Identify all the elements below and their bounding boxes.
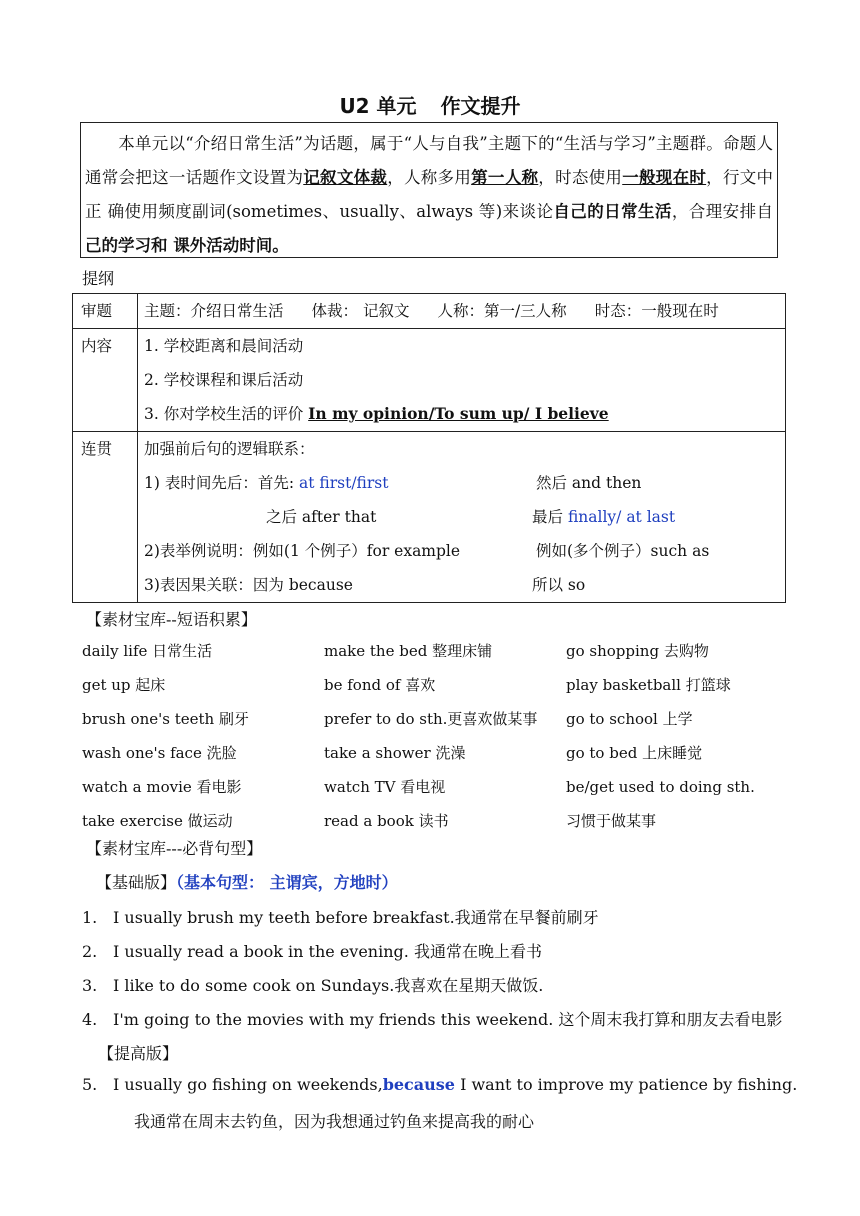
sentence-text: I like to do some cook on Sundays.我喜欢在星期天做饭. — [113, 976, 544, 995]
sentence-item — [82, 1007, 782, 1030]
phrase-item: 习惯于做某事 — [566, 812, 657, 830]
intro-text: ，时态使用 — [538, 168, 623, 187]
content-line-text: 3. 你对学校生活的评价 — [144, 405, 304, 423]
phrase-item: make the bed 整理床铺 — [324, 642, 493, 660]
table-row — [73, 432, 786, 603]
outline-label: 提纲 — [82, 269, 115, 288]
phrase-item: play basketball 打篮球 — [566, 676, 731, 694]
intro-box — [80, 122, 778, 258]
sentence-number: 4. — [82, 1010, 98, 1029]
table-row — [73, 329, 786, 432]
review-cell — [138, 294, 786, 329]
coherence-blue: at first/first — [299, 474, 389, 492]
intro-text: ，行文中正 确使用频度副词(sometimes、usually、always 等)来谈论 — [85, 168, 774, 221]
coherence-blue: finally/ at last — [567, 508, 676, 526]
phrase-item: daily life 日常生活 — [82, 642, 213, 660]
row-head — [73, 329, 138, 432]
sentence-text: I usually go fishing on weekends, — [113, 1075, 383, 1094]
phrase-item: prefer to do sth.更喜欢做某事 — [324, 710, 538, 728]
phrase-row — [82, 702, 782, 736]
intro-emphasis: 一般现在时 — [622, 168, 707, 187]
row-head-label: 内容 — [81, 337, 113, 355]
coherence-text: 所以 so — [532, 576, 586, 594]
row-head — [73, 432, 138, 603]
sentences-heading: 【素材宝库---必背句型】 — [86, 839, 263, 858]
coherence-text: 2)表举例说明：例如(1 个例子）for example — [144, 542, 461, 560]
intro-emphasis: 己的学习和 课外活动时间。 — [85, 236, 289, 255]
sentence-number: 1. — [82, 908, 98, 927]
phrase-item: brush one's teeth 刷牙 — [82, 710, 249, 728]
sentence-item — [82, 939, 542, 962]
content-line: 1. 学校距离和晨间活动 — [144, 337, 304, 355]
sentence-item — [82, 905, 599, 928]
coherence-line — [144, 500, 779, 534]
basic-heading — [96, 870, 398, 893]
sentence-text: I usually read a book in the evening. 我通常在晚上看书 — [113, 942, 542, 961]
intro-emphasis: 记叙文体裁 — [303, 168, 388, 187]
phrase-item: wash one's face 洗脸 — [82, 744, 237, 762]
sentence-number: 3. — [82, 976, 98, 995]
phrase-row — [82, 668, 782, 702]
review-item: 人称：第一/三人称 — [437, 302, 567, 320]
basic-label: 【基础版】 — [96, 873, 177, 892]
intro-emphasis: 自己的日常生活 — [553, 202, 672, 221]
phrase-item: take exercise 做运动 — [82, 812, 233, 830]
content-emphasis: In my opinion/To sum up/ I believe — [308, 404, 609, 423]
phrase-row — [82, 770, 782, 804]
sentence-item — [82, 1075, 797, 1094]
intro-text: 本单元以“介绍日常生活”为话题，属于“人与自我”主题下的“生活与学习”主题群。命题人通常会把这一话题作文设置为 — [85, 134, 773, 187]
coherence-text: 3)表因果关联：因为 because — [144, 576, 353, 594]
content-cell — [138, 329, 786, 432]
coherence-intro: 加强前后句的逻辑联系： — [144, 440, 315, 458]
intro-text: ，合理安排自 — [671, 202, 774, 221]
review-item: 体裁： 记叙文 — [311, 302, 410, 320]
coherence-text: 1) 表时间先后：首先: — [144, 474, 299, 492]
outline-table — [72, 293, 786, 603]
phrase-row — [82, 736, 782, 770]
intro-emphasis: 第一人称 — [471, 168, 539, 187]
phrase-item: take a shower 洗澡 — [324, 744, 466, 762]
coherence-text: 然后 and then — [536, 474, 642, 492]
row-head: 审题 — [73, 294, 138, 329]
basic-note: （基本句型： 主谓宾，方地时） — [176, 873, 398, 892]
title-topic: 作文提升 — [440, 94, 521, 118]
coherence-line — [144, 568, 779, 602]
phrase-row — [82, 634, 782, 668]
coherence-text: 例如(多个例子）such as — [536, 542, 710, 560]
review-item: 时态：一般现在时 — [594, 302, 719, 320]
phrase-item: watch TV 看电视 — [324, 778, 446, 796]
coherence-text — [532, 500, 675, 534]
sentence-text: I usually brush my teeth before breakfast.我通常在早餐前刷牙 — [113, 908, 599, 927]
phrase-item: be/get used to doing sth. — [566, 778, 755, 796]
phrase-item: get up 起床 — [82, 676, 166, 694]
coherence-text: 最后 — [532, 508, 568, 526]
intro-text: ，人称多用 — [387, 168, 472, 187]
sentence-number: 5. — [82, 1075, 98, 1094]
phrase-item: go to bed 上床睡觉 — [566, 744, 703, 762]
table-row — [73, 294, 786, 329]
sentence-text: I'm going to the movies with my friends this weekend. 这个周末我打算和朋友去看电影 — [113, 1010, 783, 1029]
sentence-translation: 我通常在周末去钓鱼，因为我想通过钓鱼来提高我的耐心 — [134, 1112, 535, 1131]
phrase-row — [82, 804, 782, 838]
coherence-text: 之后 after that — [266, 508, 377, 526]
content-line: 2. 学校课程和课后活动 — [144, 371, 304, 389]
phrase-item: be fond of 喜欢 — [324, 676, 436, 694]
phrase-item: read a book 读书 — [324, 812, 449, 830]
phrase-item: watch a movie 看电影 — [82, 778, 242, 796]
review-item: 主题：介绍日常生活 — [144, 302, 284, 320]
coherence-line — [144, 466, 779, 500]
row-head-label: 连贯 — [81, 440, 113, 458]
sentence-emphasis: because — [382, 1075, 455, 1094]
phrase-item: go to school 上学 — [566, 710, 693, 728]
sentence-text: I want to improve my patience by fishing. — [454, 1075, 798, 1094]
content-line — [144, 397, 779, 431]
sentence-item — [82, 973, 543, 996]
title-unit: U2 单元 — [339, 94, 417, 118]
page-title — [0, 90, 860, 119]
sentence-number: 2. — [82, 942, 98, 961]
coherence-line — [144, 534, 779, 568]
advanced-heading: 【提高版】 — [98, 1044, 179, 1063]
phrase-item: go shopping 去购物 — [566, 642, 709, 660]
phrase-list — [82, 634, 782, 838]
phrases-heading: 【素材宝库--短语积累】 — [86, 610, 257, 629]
coherence-cell — [138, 432, 786, 603]
